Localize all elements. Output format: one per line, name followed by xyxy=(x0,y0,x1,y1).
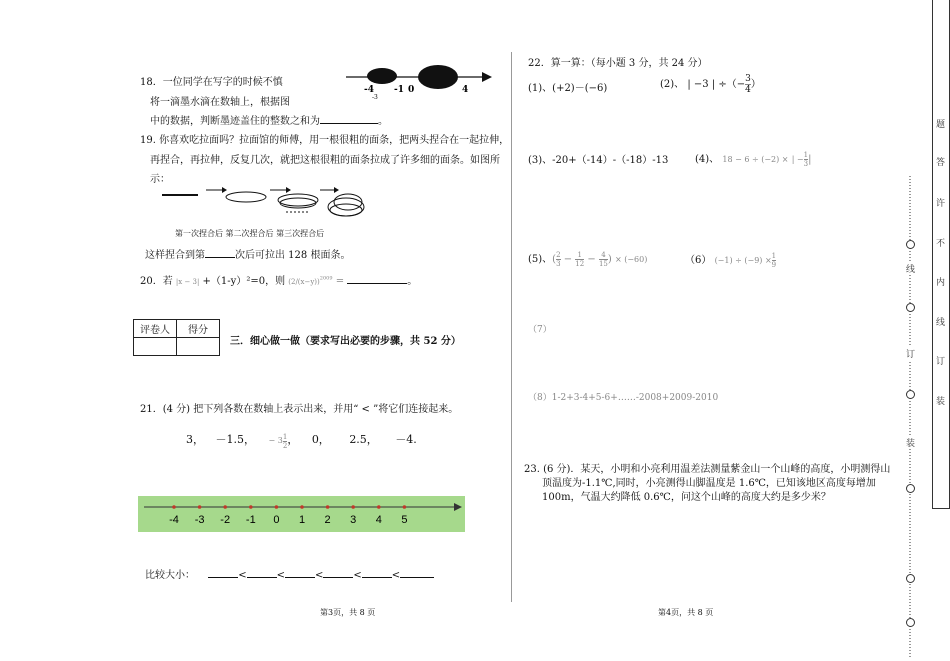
q22-p4: (4)、 18 − 6 ÷ (−2) × | − $\frac{1}{3}$ | xyxy=(695,151,812,168)
axis-tick xyxy=(198,505,202,509)
axis-label: -2 xyxy=(220,514,231,526)
axis-tick xyxy=(223,505,227,509)
binding-hole xyxy=(906,240,915,249)
axis-label: 1 xyxy=(298,514,306,526)
q19-line4: 这样捏合到第 次后可拉出 128 根面条。 xyxy=(145,250,351,261)
seal-char: 题 xyxy=(936,120,946,130)
q23-line1: 23. (6 分)．某天，小明和小亮利用温差法测量紫金山一个山峰的高度，小明测得山 xyxy=(524,464,891,475)
binding-mark-order: 订 xyxy=(906,347,915,360)
left-footer: 第3页，共 8 页 xyxy=(320,608,376,617)
axis-tick xyxy=(300,505,304,509)
q21-text: 21．(4 分) 把下列各数在数轴上表示出来，并用“ < ”将它们连接起来。 xyxy=(140,404,459,415)
q18-line2: 将一滴墨水滴在数轴上，根据图 xyxy=(150,97,290,108)
compare-label: 比较大小： xyxy=(145,570,195,581)
q22-p8: （8）1-2+3-4+5-6+……-2008+2009-2010 xyxy=(528,393,719,403)
grader-cell[interactable] xyxy=(134,338,177,356)
fig-label-neg3: -3 xyxy=(372,94,378,99)
page-divider xyxy=(511,52,512,602)
seal-char: 许 xyxy=(936,199,946,209)
ink-blot-left xyxy=(367,68,397,84)
axis-label: 0 xyxy=(273,514,280,526)
axis-label: -1 xyxy=(245,514,256,526)
seal-char: 装 xyxy=(936,397,946,407)
axis-tick xyxy=(275,505,279,509)
seal-char: 不 xyxy=(936,239,946,249)
q22-title: 22．算一算：（每小题 3 分，共 24 分） xyxy=(528,58,708,69)
binding-strip xyxy=(904,0,916,658)
binding-hole xyxy=(906,574,915,583)
q19-line1: 19. 你喜欢吃拉面吗？拉面馆的师傅，用一根很粗的面条，把两头捏合在一起拉伸， xyxy=(140,135,510,146)
axis-label: -3 xyxy=(194,514,205,526)
number-line-box xyxy=(138,496,465,532)
seal-char: 内 xyxy=(936,278,946,288)
mixed-number: − 3 $\frac{1}{2}$ xyxy=(268,432,288,450)
q18-line3: 中的数据，判断墨迹盖住的整数之和为 。 xyxy=(150,116,388,127)
q23-line2: 顶温度为-1.1℃,同时，小亮测得山脚温度是 1.6℃，已知该地区高度每增加 xyxy=(542,478,876,489)
axis-label: 4 xyxy=(375,514,382,526)
axis-label: 3 xyxy=(350,514,357,526)
sealing-line-box xyxy=(932,0,950,509)
binding-hole xyxy=(906,618,915,627)
binding-hole xyxy=(906,484,915,493)
binding-hole xyxy=(906,303,915,312)
q19-captions: 第一次捏合后 第二次捏合后 第三次捏合后 xyxy=(175,229,325,238)
noodle-figure xyxy=(158,180,368,224)
score-header: 得分 xyxy=(177,320,220,338)
q22-p2: (2)、 | −3 | ÷（− $\frac{3}{4}$ ） xyxy=(660,74,761,95)
q20: 20．若 |x − 3| +（1-y）²=0，则 $(2/(x-y))^{2009}$ = 。 xyxy=(140,275,418,287)
axis-label: -4 xyxy=(169,514,179,526)
section3-title: 三．细心做一做（要求写出必要的步骤，共 52 分） xyxy=(230,336,461,347)
score-table xyxy=(133,319,220,356)
q21-numbers: 3， －1.5， − 3 $\frac{1}{2}$ ， 0， 2.5， －4. xyxy=(186,432,417,450)
compare-line: 比较大小： < < < < < xyxy=(145,566,434,581)
binding-dotted-line xyxy=(904,0,916,658)
q22-p6: （6） (−1) ÷ (−9) × $\frac{1}{9}$ xyxy=(685,252,777,269)
axis-tick xyxy=(377,505,381,509)
seal-char: 订 xyxy=(936,357,946,367)
axis-tick xyxy=(326,505,330,509)
ink-numberline-figure xyxy=(342,63,494,99)
axis-label: 5 xyxy=(401,514,408,526)
q20-abs-expr: |x − 3| xyxy=(175,278,200,286)
q22-p7: （7） xyxy=(528,325,552,335)
axis-tick xyxy=(351,505,355,509)
q22-p5: (5)、( $\frac{2}{3}$ − $\frac{1}{12}$ − $\frac{4}{15}$ ) × (−60) xyxy=(528,251,648,268)
right-footer: 第4页，共 8 页 xyxy=(658,608,714,617)
axis-tick xyxy=(403,505,407,509)
seal-char: 答 xyxy=(936,158,946,168)
q19-line3: 示： xyxy=(150,174,170,185)
axis-tick xyxy=(172,505,176,509)
fig-label-0: 0 xyxy=(408,85,415,95)
q18-line1: 18．一位同学在写字的时候不慎 xyxy=(140,77,283,88)
q22-p1: (1)、(+2)－(−6) xyxy=(528,83,608,94)
q23-line3: 100m，气温大约降低 0.6℃，问这个山峰的高度大约是多少米？ xyxy=(542,492,831,503)
number-line[interactable] xyxy=(138,496,465,532)
q22-p3: (3)、-20+（-14）-（-18）-13 xyxy=(528,155,669,166)
binding-mark-line: 线 xyxy=(906,262,915,275)
q19-line2: 再捏合，再拉伸，反复几次，就把这根很粗的面条拉成了许多细的面条。如图所 xyxy=(150,155,500,166)
fig-label-4: 4 xyxy=(462,85,469,95)
fig-label-neg1: -1 xyxy=(394,85,404,95)
q20-power-expr: (2/(x−y)) xyxy=(288,278,320,286)
ink-blot-right xyxy=(418,65,458,89)
axis-label: 2 xyxy=(324,514,331,526)
binding-hole xyxy=(906,390,915,399)
score-cell[interactable] xyxy=(177,338,220,356)
fig-label-neg4: -4 xyxy=(364,85,374,95)
axis-tick xyxy=(249,505,253,509)
binding-mark-bind: 装 xyxy=(906,436,915,449)
seal-char: 线 xyxy=(936,318,946,328)
grader-header: 评卷人 xyxy=(134,320,177,338)
